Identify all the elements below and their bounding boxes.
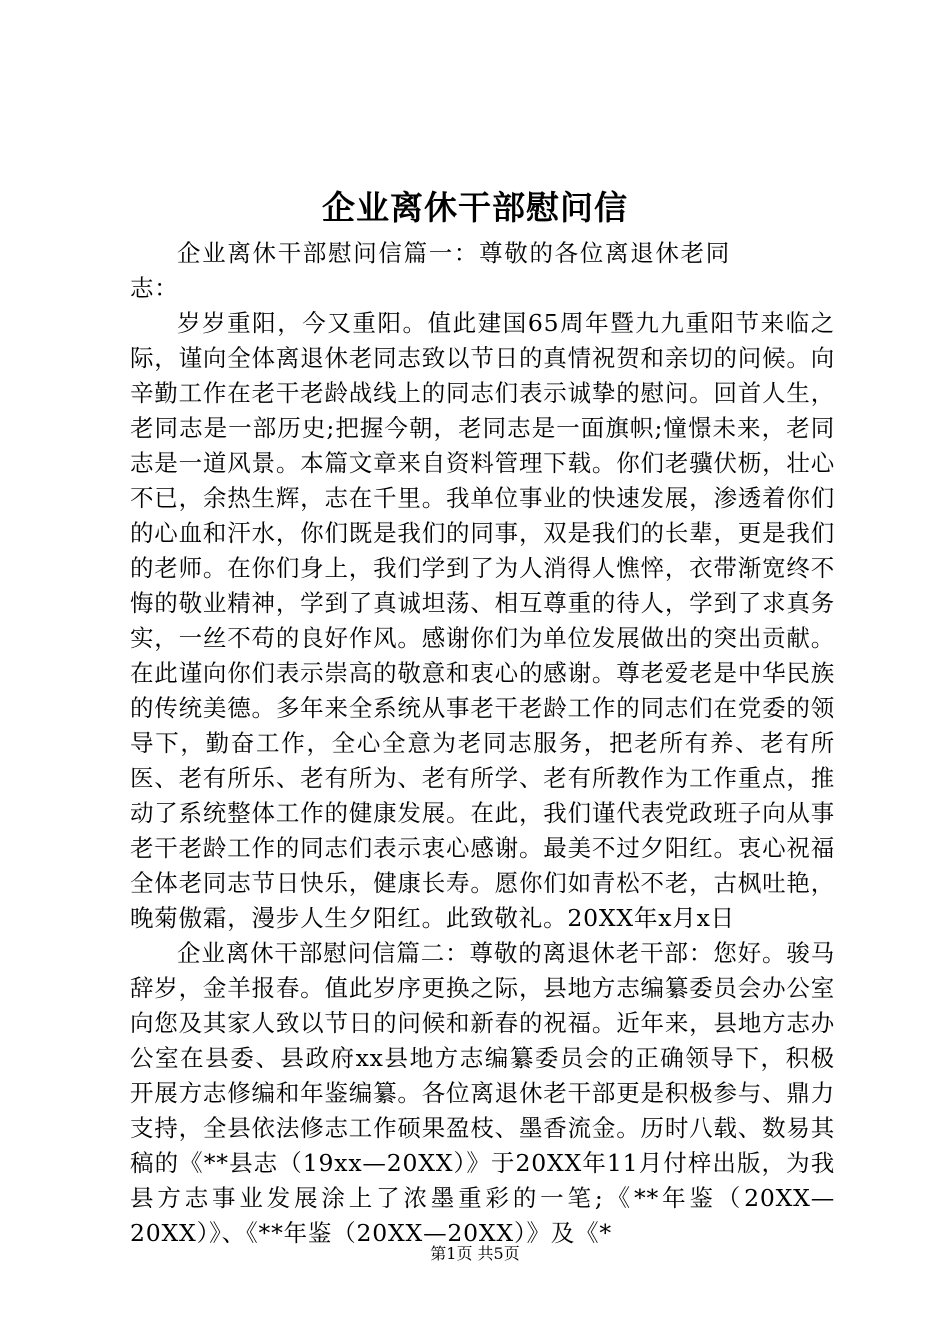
document-title: 企业离休干部慰问信 (322, 188, 628, 227)
page-footer: 第1页 共5页 (430, 1244, 520, 1263)
body-paragraph-2: 企业离休干部慰问信篇二：尊敬的离退休老干部：您好。骏马辞岁，金羊报春。值此岁序更换之际，县地方志编纂委员会办公室向您及其家人致以节日的问候和新春的祝福。近年来，县地方志办公室在县委、县政府xx县地方志编纂委员会的正确领导下，积极开展方志修编和年鉴编纂。各位离退休老干部更是积极参与、鼎力支持，全县依法修志工作硕果盈枝、墨香流金。历时八载、数易其稿的《**县志（19xx—20XX）》于20XX年11月付梓出版，为我县方志事业发展涂上了浓墨重彩的一笔;《**年鉴（20XX—20XX）》、《**年鉴（20XX—20XX）》及《* (130, 939, 835, 1247)
document-body (130, 236, 835, 1251)
intro-paragraph: 企业离休干部慰问信篇一：尊敬的各位离退休老同志： (130, 239, 730, 302)
body-paragraph-1: 岁岁重阳，今又重阳。值此建国65周年暨九九重阳节来临之际，谨向全体离退休老同志致以节日的真情祝贺和亲切的问候。向辛勤工作在老干老龄战线上的同志们表示诚挚的慰问。回首人生，老同志是一部历史;把握今朝，老同志是一面旗帜;憧憬未来，老同志是一道风景。本篇文章来自资料管理下载。你们老骥伏枥，壮心不已，余热生辉，志在千里。我单位事业的快速发展，渗透着你们的心血和汗水，你们既是我们的同事，双是我们的长辈，更是我们的老师。在你们身上，我们学到了为人消得人憔悴，衣带渐宽终不悔的敬业精神，学到了真诚坦荡、相互尊重的待人，学到了求真务实，一丝不苟的良好作风。感谢你们为单位发展做出的突出贡献。在此谨向你们表示崇高的敬意和衷心的感谢。尊老爱老是中华民族的传统美德。多年来全系统从事老干老龄工作的同志们在党委的领导下，勤奋工作，全心全意为老同志服务，把老所有养、老有所医、老有所乐、老有所为、老有所学、老有所教作为工作重点，推动了系统整体工作的健康发展。在此，我们谨代表党政班子向从事老干老龄工作的同志们表示衷心感谢。最美不过夕阳红。衷心祝福全体老同志节日快乐，健康长寿。愿你们如青松不老，古枫吐艳，晚菊傲霜，漫步人生夕阳红。此致敬礼。20XX年x月x日 (130, 309, 835, 932)
